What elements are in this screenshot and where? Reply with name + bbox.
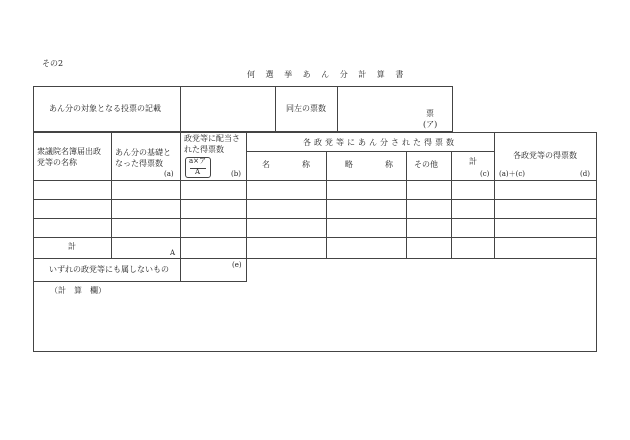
mark-a-prime: (ア) [423,120,438,129]
row-line [33,237,597,238]
table-left-border [33,132,34,352]
col-party-votes-mark: (d) [580,170,590,178]
column-line [246,132,247,282]
header-bottom-line [33,180,597,181]
column-line [326,151,327,258]
column-line [406,151,407,258]
table-right-border [596,132,597,352]
formula-denominator: A [195,168,201,176]
column-line [451,151,452,258]
divider [275,86,276,132]
none-mark: (e) [232,261,242,269]
table-bottom-border [33,351,597,352]
row-line [33,218,597,219]
none-label: いずれの政党等にも属しないもの [49,265,169,274]
divider [180,86,181,132]
col-alloc-line2: れた得票数 [184,145,224,154]
col-party-name-line1: 衆議院名簿届出政 [37,147,101,156]
same-votes-label: 同左の票数 [286,104,326,113]
col-party-votes-formula: (a)＋(c) [499,170,526,178]
votes-unit: 票 [426,109,434,118]
document-title: 何 選 挙 あ ん 分 計 算 書 [247,70,408,79]
col-basis-line2: なった得票数 [115,159,163,168]
column-line [111,132,112,258]
col-alloc-mark: (b) [231,170,241,178]
page-label: その2 [42,59,64,68]
col-basis-line1: あん分の基礎と [115,148,171,157]
divider [337,86,338,132]
sub-name-header: 名 称 [262,160,310,169]
col-alloc-line1: 政党等に配当さ [184,134,240,143]
row-line [33,199,597,200]
total-mark: A [170,249,176,257]
total-label: 計 [68,242,76,251]
sub-abbr-header: 略 称 [345,160,393,169]
column-line [180,132,181,282]
col-party-name-line2: 党等の名称 [37,158,77,167]
sub-total-mark: (c) [480,170,490,178]
col-basis-mark: (a) [164,170,174,178]
subject-label: あん分の対象となる投票の記載 [49,104,161,113]
col-party-votes: 各政党等の得票数 [513,151,577,160]
sub-total-header: 計 [469,157,477,166]
column-line [494,132,495,258]
group-header: 各政党等にあん分された得票数 [303,138,457,147]
total-row-line [33,258,597,259]
formula-numerator: a×ア [189,157,207,165]
table-top-border [33,132,597,133]
none-row-line [33,281,247,282]
group-header-line [246,151,494,152]
sub-other-header: その他 [414,160,438,169]
calc-label: （計 算 欄） [50,286,106,295]
